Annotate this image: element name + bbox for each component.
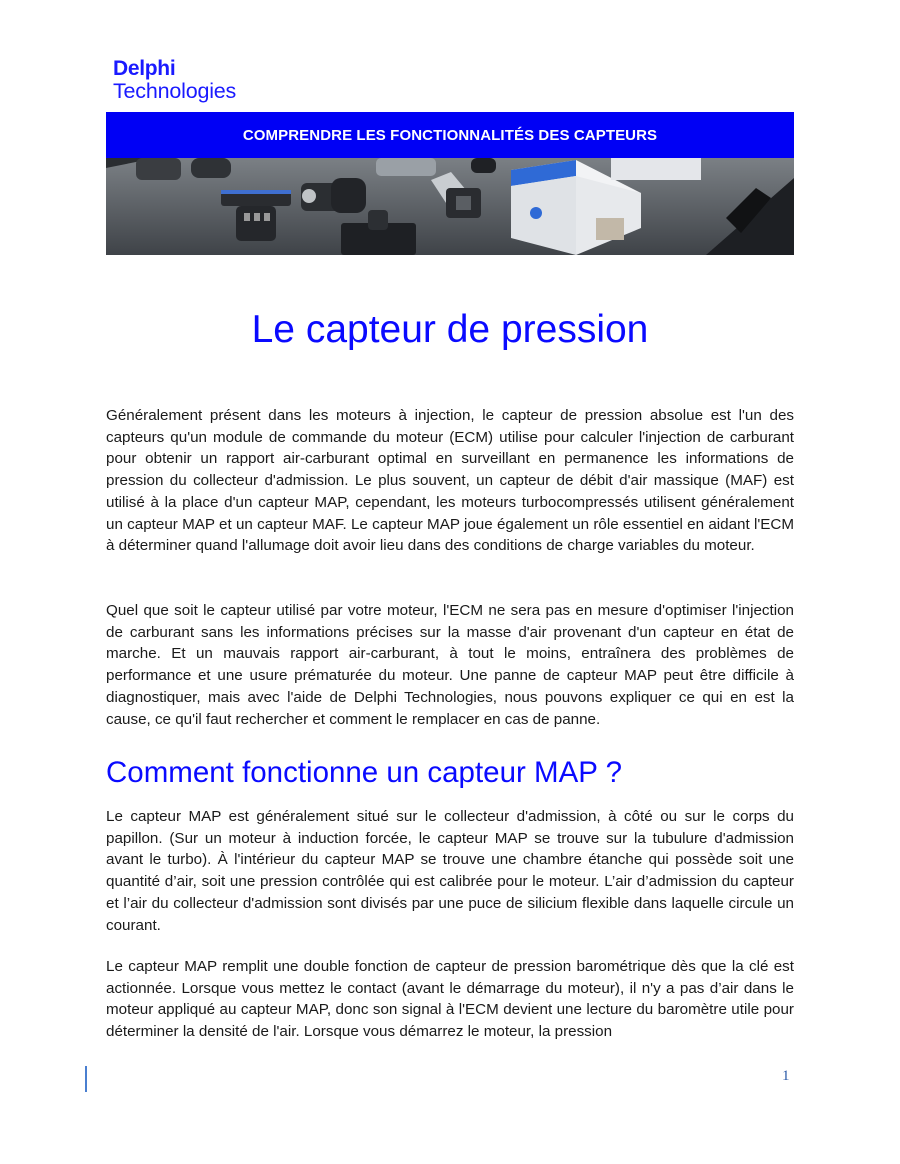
page-title: Le capteur de pression	[251, 308, 649, 351]
section-paragraph-2: Le capteur MAP remplit une double fonction de capteur de pression barométrique dès que la clé est actionnée. Lorsque vous mettez le contact (avant le démarrage du moteur), il n'y a pas d’air dans le moteur appliqué au capteur MAP, donc son signal à l'ECM devient une lecture du baromètre utile pour déterminer la densité de l'air. Lorsque vous démarrez le moteur, la pression	[106, 958, 794, 1041]
section-heading: Comment fonctionne un capteur MAP ?	[106, 756, 622, 789]
sensor-products-photo	[106, 158, 794, 255]
page-number: 1	[782, 1068, 790, 1084]
sensor-photo-illustration	[106, 158, 794, 255]
footer-accent-bar	[85, 1066, 87, 1092]
header-banner	[106, 112, 794, 255]
delphi-logo	[113, 58, 236, 103]
section-paragraph-1: Le capteur MAP est généralement situé sur le collecteur d'admission, à côté ou sur le corps du papillon. (Sur un moteur à induction forcée, le capteur MAP se trouve sur la tubulure d'admission avant le turbo). À l'intérieur du capteur MAP se trouve une chambre étanche qui possède soit une quantité d’air, soit une pression contrôlée qui est calibrée pour le moteur. L’air d’admission du capteur et l’air du collecteur d'admission sont divisés par une puce de silicium flexible dans laquelle circule un courant.	[106, 808, 794, 934]
intro-paragraph-2: Quel que soit le capteur utilisé par votre moteur, l'ECM ne sera pas en mesure d'optimiser l'injection de carburant sans les informations précises sur la masse d'air provenant d'un capteur en état de marche. Et un mauvais rapport air-carburant, à tout le moins, entraînera des problèmes de performance et une usure prématurée du moteur. Une panne de capteur MAP peut être difficile à diagnostiquer, mais avec l'aide de Delphi Technologies, nous pouvons expliquer ce qui en est la cause, ce qu'il faut rechercher et comment le remplacer en cas de panne.	[106, 602, 794, 728]
logo-line-2: Technologies	[113, 79, 237, 103]
intro-paragraph-1: Généralement présent dans les moteurs à injection, le capteur de pression absolue est l'un des capteurs qu'un module de commande du moteur (ECM) utilise pour calculer l'injection de carburant pour obtenir un rapport air-carburant optimal en surveillant en permanence les informations de pression du collecteur d'admission. Le plus souvent, un capteur de débit d'air massique (MAF) est utilisé à la place d'un capteur MAP, cependant, les moteurs turbocompressés utilisent généralement un capteur MAP et un capteur MAF. Le capteur MAP joue également un rôle essentiel en aidant l'ECM à déterminer quand l'allumage doit avoir lieu dans des conditions de charge variables du moteur.	[106, 407, 794, 555]
logo-line-1: Delphi	[113, 57, 176, 80]
banner-title: COMPRENDRE LES FONCTIONNALITÉS DES CAPTEURS	[106, 112, 794, 158]
